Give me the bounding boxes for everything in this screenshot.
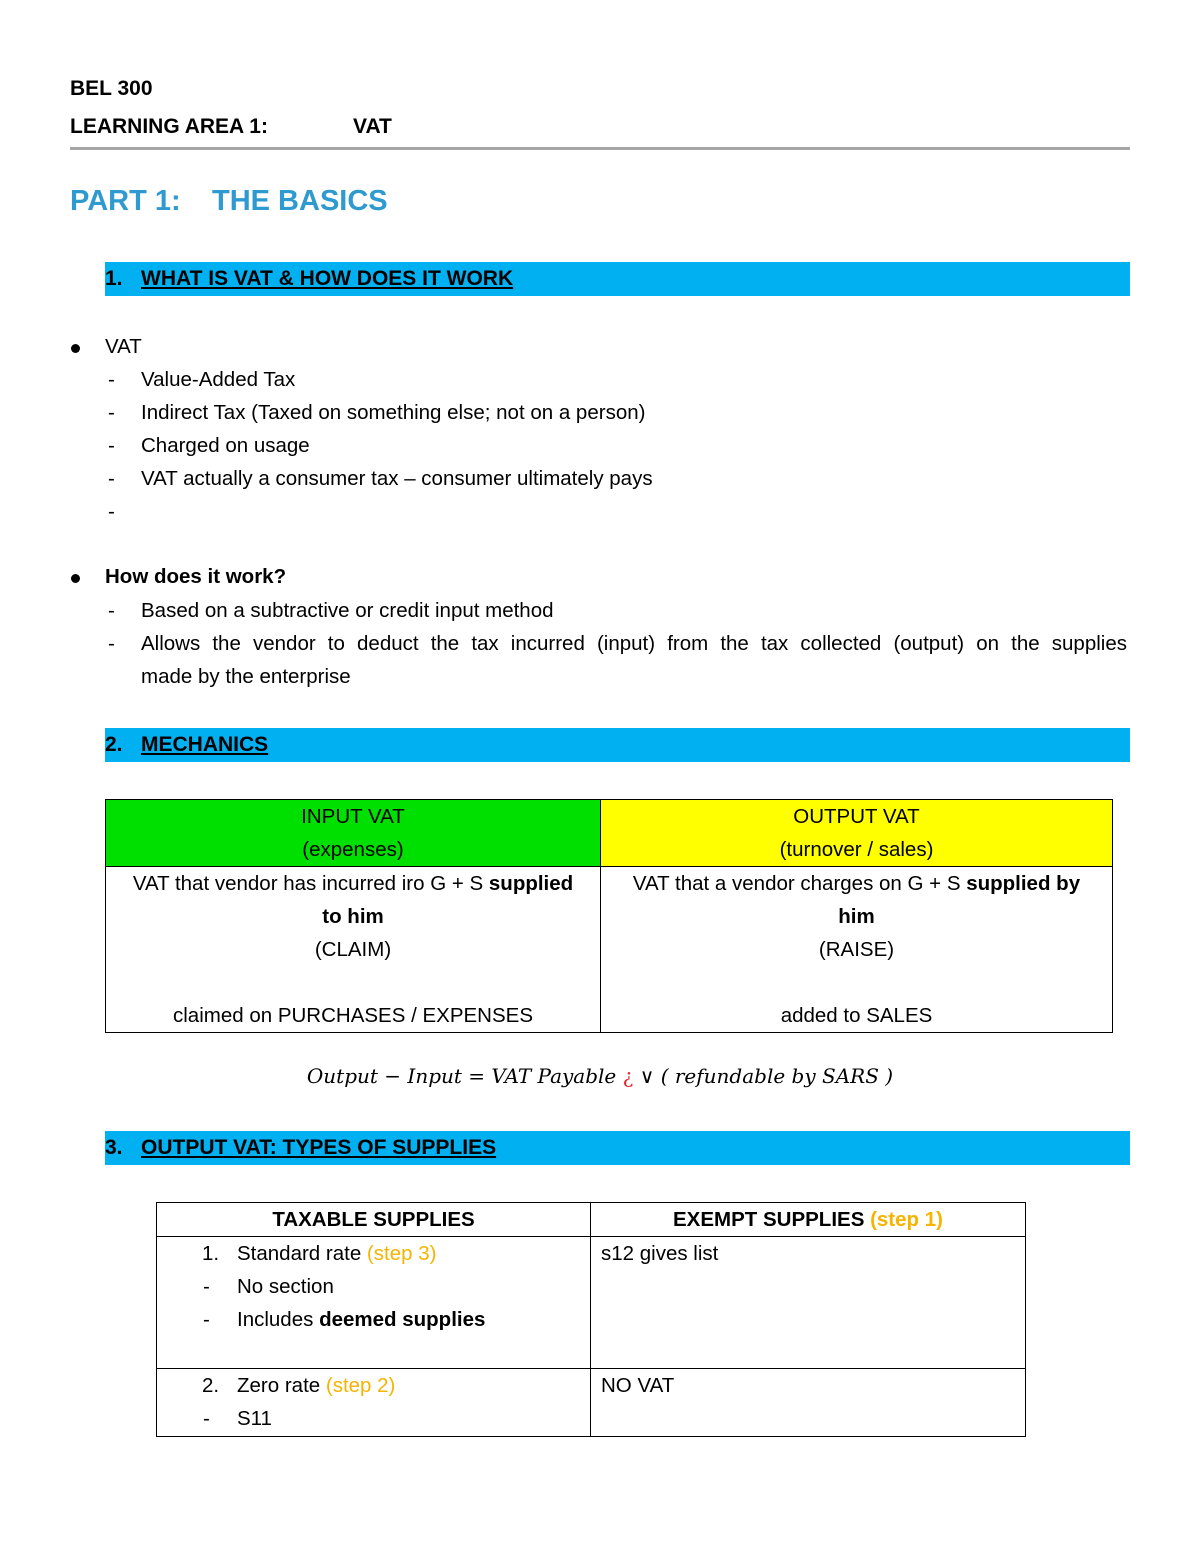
list-item: VAT actually a consumer tax – consumer ultimately pays [141, 467, 653, 490]
section-number: 2. [105, 733, 123, 756]
vat-formula [0, 1064, 1200, 1088]
exempt-supplies-header [591, 1203, 1026, 1237]
dash-icon: - [108, 467, 115, 490]
input-vat-description-cell [106, 867, 601, 1033]
header-divider [70, 147, 1130, 150]
formula-left: Output − Input = VAT Payable [306, 1064, 623, 1088]
dash-icon: - [108, 599, 115, 622]
section-title: WHAT IS VAT & HOW DOES IT WORK [141, 267, 514, 290]
exempt-list-cell [591, 1237, 1026, 1369]
list-item: Allows the vendor to deduct the tax incurred (input) from the tax collected (output) on the supplies [141, 632, 1127, 655]
list-item: Charged on usage [141, 434, 310, 457]
dash-icon: - [108, 401, 115, 424]
list-item-continuation: made by the enterprise [141, 665, 351, 688]
zero-rate-step: (step 2) [325, 1374, 396, 1397]
zero-rate-label: Zero rate [237, 1374, 326, 1397]
input-vat-note: claimed on PURCHASES / EXPENSES [172, 1004, 534, 1027]
input-vat-header [106, 800, 601, 867]
input-vat-desc: VAT that vendor has incurred iro G + S [132, 872, 489, 895]
section-heading-1 [105, 262, 1130, 296]
section-heading-3 [105, 1131, 1130, 1165]
input-vat-subtitle: (expenses) [302, 838, 404, 861]
taxable-supplies-header: TAXABLE SUPPLIES [157, 1203, 591, 1237]
exempt-step-label: (step 1) [870, 1208, 943, 1231]
section-title: MECHANICS [141, 733, 269, 756]
input-vat-desc-bold: supplied [488, 872, 574, 895]
supplies-table [156, 1202, 1026, 1437]
output-vat-desc: VAT that a vendor charges on G + S [632, 872, 967, 895]
no-vat-text: NO VAT [601, 1374, 675, 1397]
dash-icon: - [203, 1308, 210, 1331]
formula-glyph: ¿ [622, 1064, 634, 1088]
section-heading-2 [105, 728, 1130, 762]
course-code: BEL 300 [70, 77, 153, 100]
standard-rate-point-plain: Includes [237, 1308, 320, 1331]
standard-rate-step: (step 3) [366, 1242, 437, 1265]
exempt-header-label: EXEMPT SUPPLIES [673, 1208, 871, 1231]
dash-icon: - [203, 1275, 210, 1298]
list-item: Indirect Tax (Taxed on something else; not on a person) [141, 401, 646, 424]
section-title: OUTPUT VAT: TYPES OF SUPPLIES [141, 1136, 497, 1159]
dash-icon: - [108, 632, 115, 655]
standard-rate-label: Standard rate [237, 1242, 367, 1265]
output-vat-desc-bold-2: him [838, 905, 875, 928]
output-vat-subtitle: (turnover / sales) [779, 838, 934, 861]
section-number: 3. [105, 1136, 123, 1159]
item-number: 1. [202, 1242, 220, 1265]
bullet-icon [71, 574, 80, 583]
output-vat-action: (RAISE) [818, 938, 895, 961]
dash-icon: - [108, 368, 115, 391]
part-title: THE BASICS [212, 185, 388, 217]
part-label: PART 1: [70, 185, 181, 217]
list-item: Based on a subtractive or credit input method [141, 599, 554, 622]
input-vat-title: INPUT VAT [301, 805, 405, 828]
dash-icon: - [108, 434, 115, 457]
item-number: 2. [202, 1374, 220, 1397]
standard-rate-cell [157, 1237, 591, 1369]
how-heading: How does it work? [105, 565, 287, 588]
zero-rate-cell [157, 1369, 591, 1437]
output-vat-title: OUTPUT VAT [793, 805, 920, 828]
bullet-icon [71, 344, 80, 353]
output-vat-note: added to SALES [780, 1004, 933, 1027]
input-vat-desc-bold-2: to him [322, 905, 384, 928]
no-vat-cell [591, 1369, 1026, 1437]
output-vat-header [601, 800, 1113, 867]
list-item: Value-Added Tax [141, 368, 296, 391]
output-vat-desc-bold: supplied by [966, 872, 1081, 895]
input-vat-action: (CLAIM) [314, 938, 392, 961]
learning-area-value: VAT [353, 115, 392, 138]
output-vat-description-cell [601, 867, 1113, 1033]
learning-area-label: LEARNING AREA 1: [70, 115, 268, 138]
vat-heading: VAT [105, 335, 142, 358]
dash-icon: - [108, 500, 115, 523]
dash-icon: - [203, 1407, 210, 1430]
formula-right: ∨ ( refundable by SARS ) [633, 1064, 894, 1088]
exempt-list-text: s12 gives list [601, 1242, 719, 1265]
standard-rate-point: No section [237, 1275, 334, 1298]
mechanics-table [105, 799, 1113, 1033]
standard-rate-point-bold: deemed supplies [319, 1308, 486, 1331]
section-number: 1. [105, 267, 123, 290]
zero-rate-point: S11 [237, 1407, 272, 1430]
